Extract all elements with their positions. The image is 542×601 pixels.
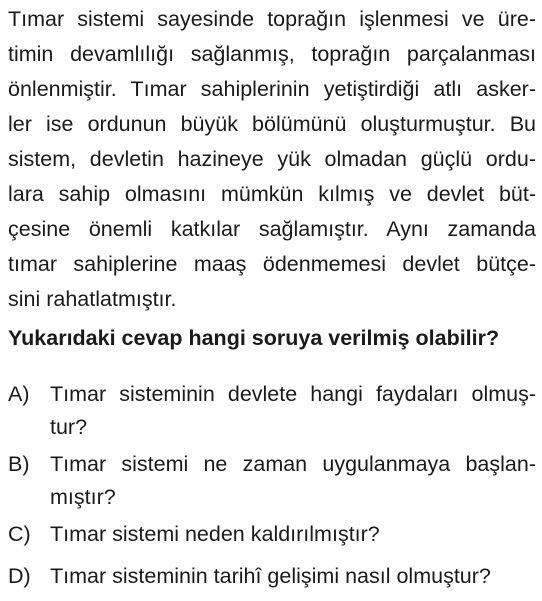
passage-line: tımar sahiplerine maaş ödenmemesi devlet bütçe-: [8, 252, 536, 276]
option-letter: A): [8, 382, 30, 406]
option-text: mıştır?: [50, 485, 116, 509]
passage-line: sistem, devletin hazineye yük olmadan güçlü ordu-: [8, 147, 536, 171]
passage-line: Tımar sistemi sayesinde toprağın işlenmesi ve üre-: [8, 7, 536, 31]
passage-line: önlenmiştir. Tımar sahiplerinin yetiştirdiği atlı asker-: [8, 77, 536, 101]
option-letter: B): [8, 452, 30, 476]
option-text: Tımar sistemi neden kaldırılmıştır?: [50, 522, 380, 546]
option-letter: C): [8, 522, 31, 546]
question-stem: Yukarıdaki cevap hangi soruya verilmiş olabilir?: [8, 326, 500, 350]
option-letter: D): [8, 564, 31, 588]
passage-line: timin devamlılığı sağlanmış, toprağın parçalanması: [8, 42, 536, 66]
option-text: Tımar sisteminin devlete hangi faydaları olmuş-: [50, 382, 536, 406]
passage-line: çesine önemli katkılar sağlamıştır. Aynı zamanda: [8, 217, 536, 241]
option-text: Tımar sisteminin tarihî gelişimi nasıl olmuştur?: [50, 564, 491, 588]
passage-line: lara sahip olmasını mümkün kılmış ve devlet büt-: [8, 182, 536, 206]
option-text: Tımar sistemi ne zaman uygulanmaya başlan-: [50, 452, 536, 476]
option-text: tur?: [50, 415, 88, 439]
passage-line: sini rahatlatmıştır.: [8, 287, 177, 311]
passage-line: ler ise ordunun büyük bölümünü oluşturmuştur. Bu: [8, 112, 536, 136]
